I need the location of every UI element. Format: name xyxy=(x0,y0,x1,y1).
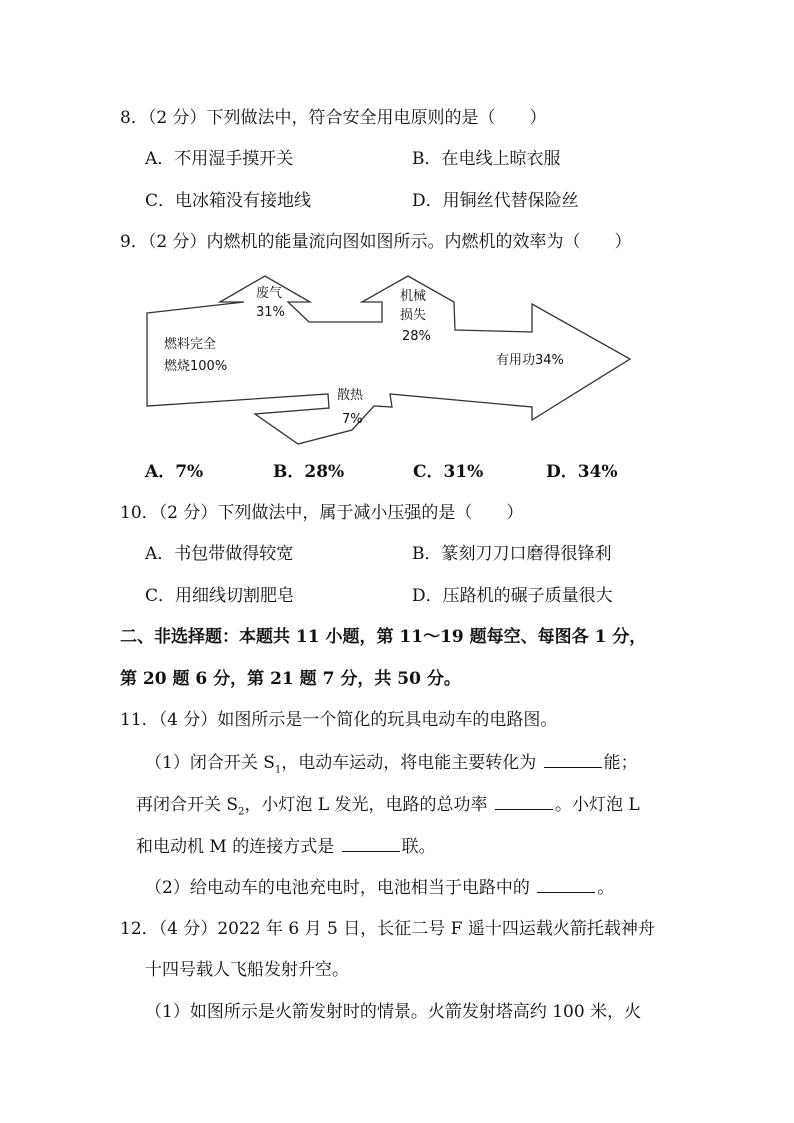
q11-part2-text-a: （2）给电动车的电池充电时，电池相当于电路中的 xyxy=(145,878,530,898)
q11-part1-text-f: 。小灯泡 L xyxy=(554,795,640,815)
q11-part1-text-b: ，电动车运动，将电能主要转化为 xyxy=(281,753,537,773)
q12-stem-line1: 12．（4 分）2022 年 6 月 5 日，长征二号 F 遥十四运载火箭托载神舟 xyxy=(120,919,655,939)
answer-blank[interactable] xyxy=(495,793,553,810)
q9-option-c: C．31% xyxy=(413,462,484,482)
q9-option-a: A．7% xyxy=(145,462,204,482)
q8-stem: 8．（2 分）下列做法中，符合安全用电原则的是（ ） xyxy=(120,108,547,128)
q12-stem-line2: 十四号载人飞船发射升空。 xyxy=(145,960,349,980)
answer-blank[interactable] xyxy=(537,876,595,893)
diagram-heat-label: 散热 xyxy=(337,388,364,403)
diagram-input-line2: 燃烧100% xyxy=(164,359,228,374)
diagram-exhaust-label: 废气 xyxy=(256,286,283,301)
diagram-mech-value: 28% xyxy=(402,329,431,344)
answer-blank[interactable] xyxy=(544,751,602,768)
q11-part1-text-a: （1）闭合开关 S xyxy=(145,753,275,773)
q11-part1-line xyxy=(145,751,638,781)
q11-part1-text-e: ，小灯泡 L 发光，电路的总功率 xyxy=(244,795,488,815)
diagram-input-line1: 燃料完全 xyxy=(164,337,217,352)
q10-option-a: A．书包带做得较宽 xyxy=(145,544,294,564)
section-heading-line1: 二、非选择题：本题共 11 小题，第 11～19 题每空、每图各 1 分， xyxy=(120,627,647,647)
q8-option-b: B．在电线上晾衣服 xyxy=(412,149,561,169)
q9-stem: 9．（2 分）内燃机的能量流向图如图所示。内燃机的效率为（ ） xyxy=(120,232,632,252)
q11-part1-text-c: 能； xyxy=(603,753,638,773)
answer-blank[interactable] xyxy=(342,835,400,852)
q9-option-d: D．34% xyxy=(546,462,618,482)
diagram-heat-value: 7% xyxy=(342,412,363,427)
q11-part1-line3 xyxy=(136,835,436,858)
q8-option-d: D．用铜丝代替保险丝 xyxy=(412,191,579,211)
q10-option-b: B．篆刻刀刀口磨得很锋利 xyxy=(412,544,612,564)
diagram-mech-line2: 损失 xyxy=(400,308,427,323)
q10-option-d: D．压路机的碾子质量很大 xyxy=(412,586,613,606)
q11-stem: 11．（4 分）如图所示是一个简化的玩具电动车的电路图。 xyxy=(120,710,558,730)
diagram-exhaust-value: 31% xyxy=(256,305,285,320)
q11-part2-text-b: 。 xyxy=(597,878,615,898)
q11-part1-text-d: 再闭合开关 S xyxy=(136,795,239,815)
q12-part1-line: （1）如图所示是火箭发射时的情景。火箭发射塔高约 100 米，火 xyxy=(145,1002,642,1022)
q10-option-c: C．用细线切割肥皂 xyxy=(145,586,295,606)
diagram-mech-line1: 机械 xyxy=(400,289,427,304)
q8-option-a: A．不用湿手摸开关 xyxy=(145,149,294,169)
q11-part1-line2 xyxy=(136,793,640,823)
q10-stem: 10．（2 分）下列做法中，属于减小压强的是（ ） xyxy=(120,503,524,523)
energy-flow-diagram xyxy=(140,270,640,448)
q11-part1-text-g: 和电动机 M 的连接方式是 xyxy=(136,837,335,857)
q11-s2-subscript: 2 xyxy=(238,806,245,818)
q11-part2-line xyxy=(145,876,614,899)
q11-part1-text-h: 联。 xyxy=(401,837,436,857)
q11-s1-subscript: 1 xyxy=(274,764,282,776)
diagram-useful-output: 有用功34% xyxy=(496,353,564,368)
q8-option-c: C．电冰箱没有接地线 xyxy=(145,191,312,211)
q9-option-b: B．28% xyxy=(273,462,345,482)
section-heading-line2: 第 20 题 6 分，第 21 题 7 分，共 50 分。 xyxy=(120,669,461,689)
